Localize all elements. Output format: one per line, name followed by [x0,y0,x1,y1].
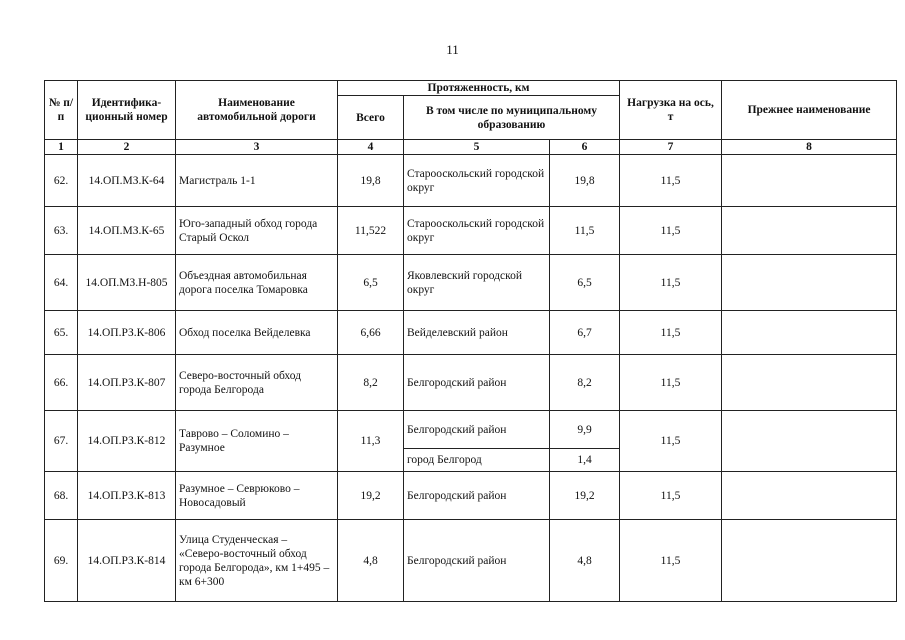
table-row [45,311,897,355]
table-row [45,155,897,207]
row-former-name [722,155,897,207]
row-id: 14.ОП.РЗ.К-813 [78,472,176,520]
row-municipality: Белгородский район [404,472,550,520]
row-municipality-length: 4,8 [550,520,620,602]
row-num: 65. [45,311,78,355]
table-row [45,207,897,255]
row-axle-load: 11,5 [620,520,722,602]
row-id: 14.ОП.РЗ.К-807 [78,355,176,411]
row-num: 66. [45,355,78,411]
header-id: Идентифика-ционный номер [78,81,176,140]
row-num: 67. [45,411,78,472]
row-total: 8,2 [338,355,404,411]
column-number: 3 [176,140,338,155]
row-total: 6,66 [338,311,404,355]
column-number: 5 [404,140,550,155]
row-municipality: Старооскольский городской округ [404,155,550,207]
column-number: 2 [78,140,176,155]
row-axle-load: 11,5 [620,255,722,311]
row-name: Разумное – Севрюково – Новосадовый [176,472,338,520]
header-load: Нагрузка на ось, т [620,81,722,140]
page-number: 11 [446,42,459,57]
row-axle-load: 11,5 [620,311,722,355]
row-total: 4,8 [338,520,404,602]
row-name: Магистраль 1-1 [176,155,338,207]
row-num: 64. [45,255,78,311]
row-id: 14.ОП.РЗ.К-812 [78,411,176,472]
row-axle-load: 11,5 [620,355,722,411]
table-row [45,472,897,520]
row-former-name [722,255,897,311]
row-total: 6,5 [338,255,404,311]
row-former-name [722,355,897,411]
table-row [45,355,897,411]
row-num: 63. [45,207,78,255]
row-former-name [722,472,897,520]
row-municipality-length: 9,9 [550,411,620,449]
column-number: 1 [45,140,78,155]
row-name: Объездная автомобильная дорога поселка Томаровка [176,255,338,311]
row-former-name [722,411,897,472]
table-row [45,411,897,449]
row-former-name [722,311,897,355]
row-axle-load: 11,5 [620,155,722,207]
row-municipality: Яковлевский городской округ [404,255,550,311]
column-number: 8 [722,140,897,155]
row-id: 14.ОП.МЗ.К-65 [78,207,176,255]
row-municipality: Вейделевский район [404,311,550,355]
row-municipality: Белгородский район [404,520,550,602]
row-municipality: город Белгород [404,449,550,472]
row-municipality-length: 11,5 [550,207,620,255]
row-total: 11,3 [338,411,404,472]
row-former-name [722,207,897,255]
column-number: 7 [620,140,722,155]
row-axle-load: 11,5 [620,472,722,520]
row-municipality-length: 6,7 [550,311,620,355]
header-including: В том числе по муниципальному образованию [404,96,620,140]
row-name: Таврово – Соломино – Разумное [176,411,338,472]
row-total: 19,2 [338,472,404,520]
row-municipality-length: 8,2 [550,355,620,411]
column-numbers-row [45,140,897,155]
table-row [45,520,897,602]
row-total: 11,522 [338,207,404,255]
row-num: 69. [45,520,78,602]
row-num: 68. [45,472,78,520]
row-municipality: Белгородский район [404,411,550,449]
header-length: Протяженность, км [338,81,620,96]
row-former-name [722,520,897,602]
row-municipality-length: 19,8 [550,155,620,207]
row-id: 14.ОП.МЗ.Н-805 [78,255,176,311]
header-name: Наименование автомобильной дороги [176,81,338,140]
header-num: № п/п [45,81,78,140]
column-number: 4 [338,140,404,155]
table-row [45,255,897,311]
row-name: Улица Студенческая – «Северо-восточный обход города Белгорода», км 1+495 – км 6+300 [176,520,338,602]
row-name: Северо-восточный обход города Белгорода [176,355,338,411]
row-id: 14.ОП.РЗ.К-814 [78,520,176,602]
row-id: 14.ОП.РЗ.К-806 [78,311,176,355]
row-name: Обход поселка Вейделевка [176,311,338,355]
row-municipality: Старооскольский городской округ [404,207,550,255]
row-total: 19,8 [338,155,404,207]
row-num: 62. [45,155,78,207]
row-municipality-length: 6,5 [550,255,620,311]
row-municipality-length: 1,4 [550,449,620,472]
header-former: Прежнее наименование [722,81,897,140]
row-axle-load: 11,5 [620,207,722,255]
header-total: Всего [338,96,404,140]
row-municipality: Белгородский район [404,355,550,411]
row-axle-load: 11,5 [620,411,722,472]
row-id: 14.ОП.МЗ.К-64 [78,155,176,207]
row-municipality-length: 19,2 [550,472,620,520]
row-name: Юго-западный обход города Старый Оскол [176,207,338,255]
roads-table [44,80,897,602]
column-number: 6 [550,140,620,155]
